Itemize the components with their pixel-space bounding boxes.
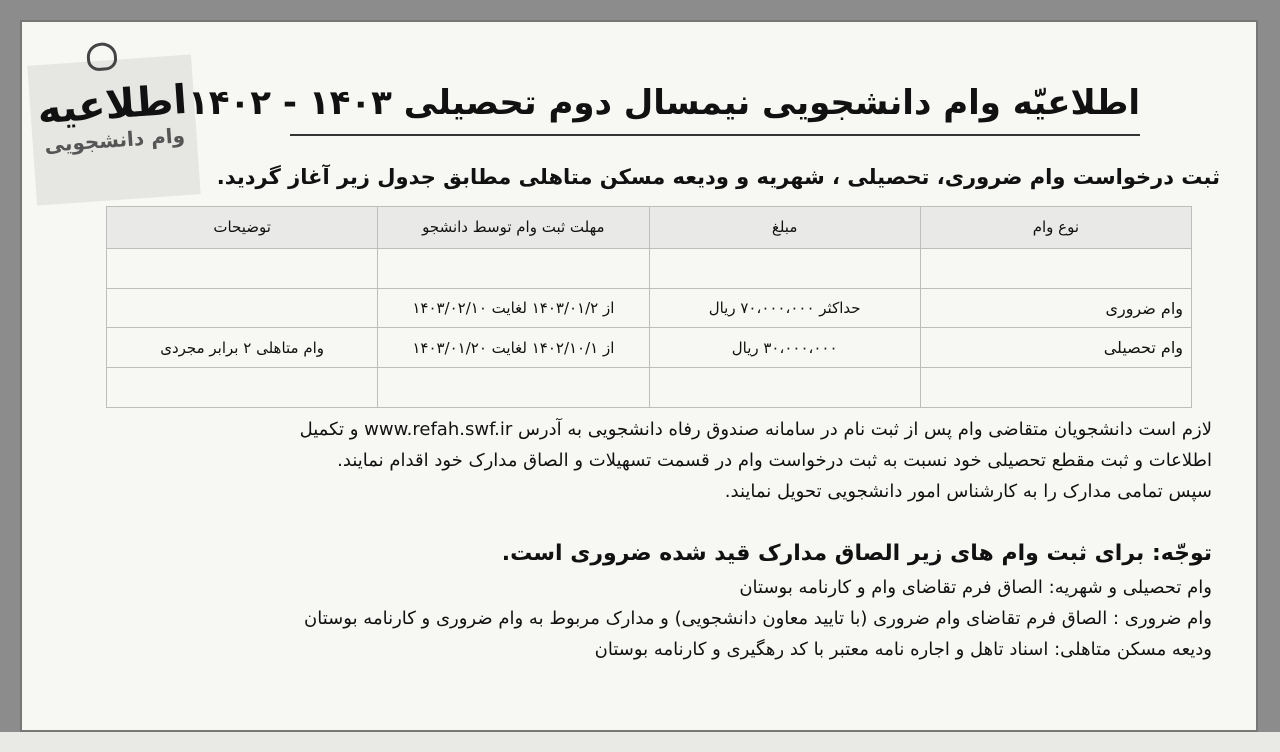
instructions-line: لازم است دانشجویان متقاضی وام پس از ثبت نام در سامانه صندوق رفاه دانشجویی به آدرس www.refah.swf.ir و تکمیل (299, 419, 1212, 440)
cell-loan-type (920, 248, 1191, 288)
cell-amount: ۳۰،۰۰۰،۰۰۰ ریال (649, 328, 920, 368)
note-heading: توجّه: برای ثبت وام های زیر الصاق مدارک قید شده ضروری است. (501, 541, 1212, 566)
notice-stamp (27, 54, 200, 205)
list-item: ودیعه مسکن متاهلی: اسناد تاهل و اجاره نامه معتبر با کد رهگیری و کارنامه بوستان (594, 639, 1212, 660)
cell-notes (107, 368, 378, 408)
loan-table (106, 206, 1192, 408)
cell-notes: وام متاهلی ۲ برابر مجردی (107, 328, 378, 368)
page-bottom-edge (0, 732, 1280, 752)
header-loan-type: نوع وام (920, 207, 1191, 249)
list-item: وام تحصیلی و شهریه: الصاق فرم تقاضای وام و کارنامه بوستان (739, 577, 1212, 598)
table-row (107, 328, 1192, 368)
table-row (107, 288, 1192, 328)
stamp-heading: اطلاعیه (35, 76, 189, 134)
instructions-line: سپس تمامی مدارک را به کارشناس امور دانشجویی تحویل نمایند. (724, 481, 1212, 502)
cell-notes (107, 248, 378, 288)
cell-loan-type: وام ضروری (920, 288, 1191, 328)
page-title: اطلاعیّه وام دانشجویی نیمسال دوم تحصیلی ۱۴۰۳ - ۱۴۰۲ (188, 83, 1140, 123)
table-row (107, 368, 1192, 408)
table-header-row (107, 207, 1192, 249)
pin-icon (86, 42, 118, 72)
cell-amount: حداکثر ۷۰،۰۰۰،۰۰۰ ریال (649, 288, 920, 328)
cell-loan-type (920, 368, 1191, 408)
cell-notes (107, 288, 378, 328)
cell-loan-type: وام تحصیلی (920, 328, 1191, 368)
cell-amount (649, 248, 920, 288)
requirements-list (120, 572, 1212, 665)
cell-amount (649, 368, 920, 408)
cell-deadline (378, 368, 649, 408)
stamp-subheading: وام دانشجویی (43, 123, 186, 157)
cell-deadline: از ۱۴۰۳/۰۱/۲ لغایت ۱۴۰۳/۰۲/۱۰ (378, 288, 649, 328)
title-divider (290, 134, 1140, 136)
header-notes: توضیحات (107, 207, 378, 249)
list-item: وام ضروری : الصاق فرم تقاضای وام ضروری (با تایید معاون دانشجویی) و مدارک مربوط به وام ضروری و کارنامه بوستان (304, 608, 1212, 629)
instructions (82, 414, 1212, 507)
table-row (107, 248, 1192, 288)
instructions-line: اطلاعات و ثبت مقطع تحصیلی خود نسبت به ثبت درخواست وام در قسمت تسهیلات و الصاق مدارک خود اقدام نمایند. (337, 450, 1212, 471)
header-amount: مبلغ (649, 207, 920, 249)
page-subtitle: ثبت درخواست وام ضروری، تحصیلی ، شهریه و ودیعه مسکن متاهلی مطابق جدول زیر آغاز گردید. (216, 165, 1220, 189)
cell-deadline: از ۱۴۰۲/۱۰/۱ لغایت ۱۴۰۳/۰۱/۲۰ (378, 328, 649, 368)
cell-deadline (378, 248, 649, 288)
header-deadline: مهلت ثبت وام توسط دانشجو (378, 207, 649, 249)
